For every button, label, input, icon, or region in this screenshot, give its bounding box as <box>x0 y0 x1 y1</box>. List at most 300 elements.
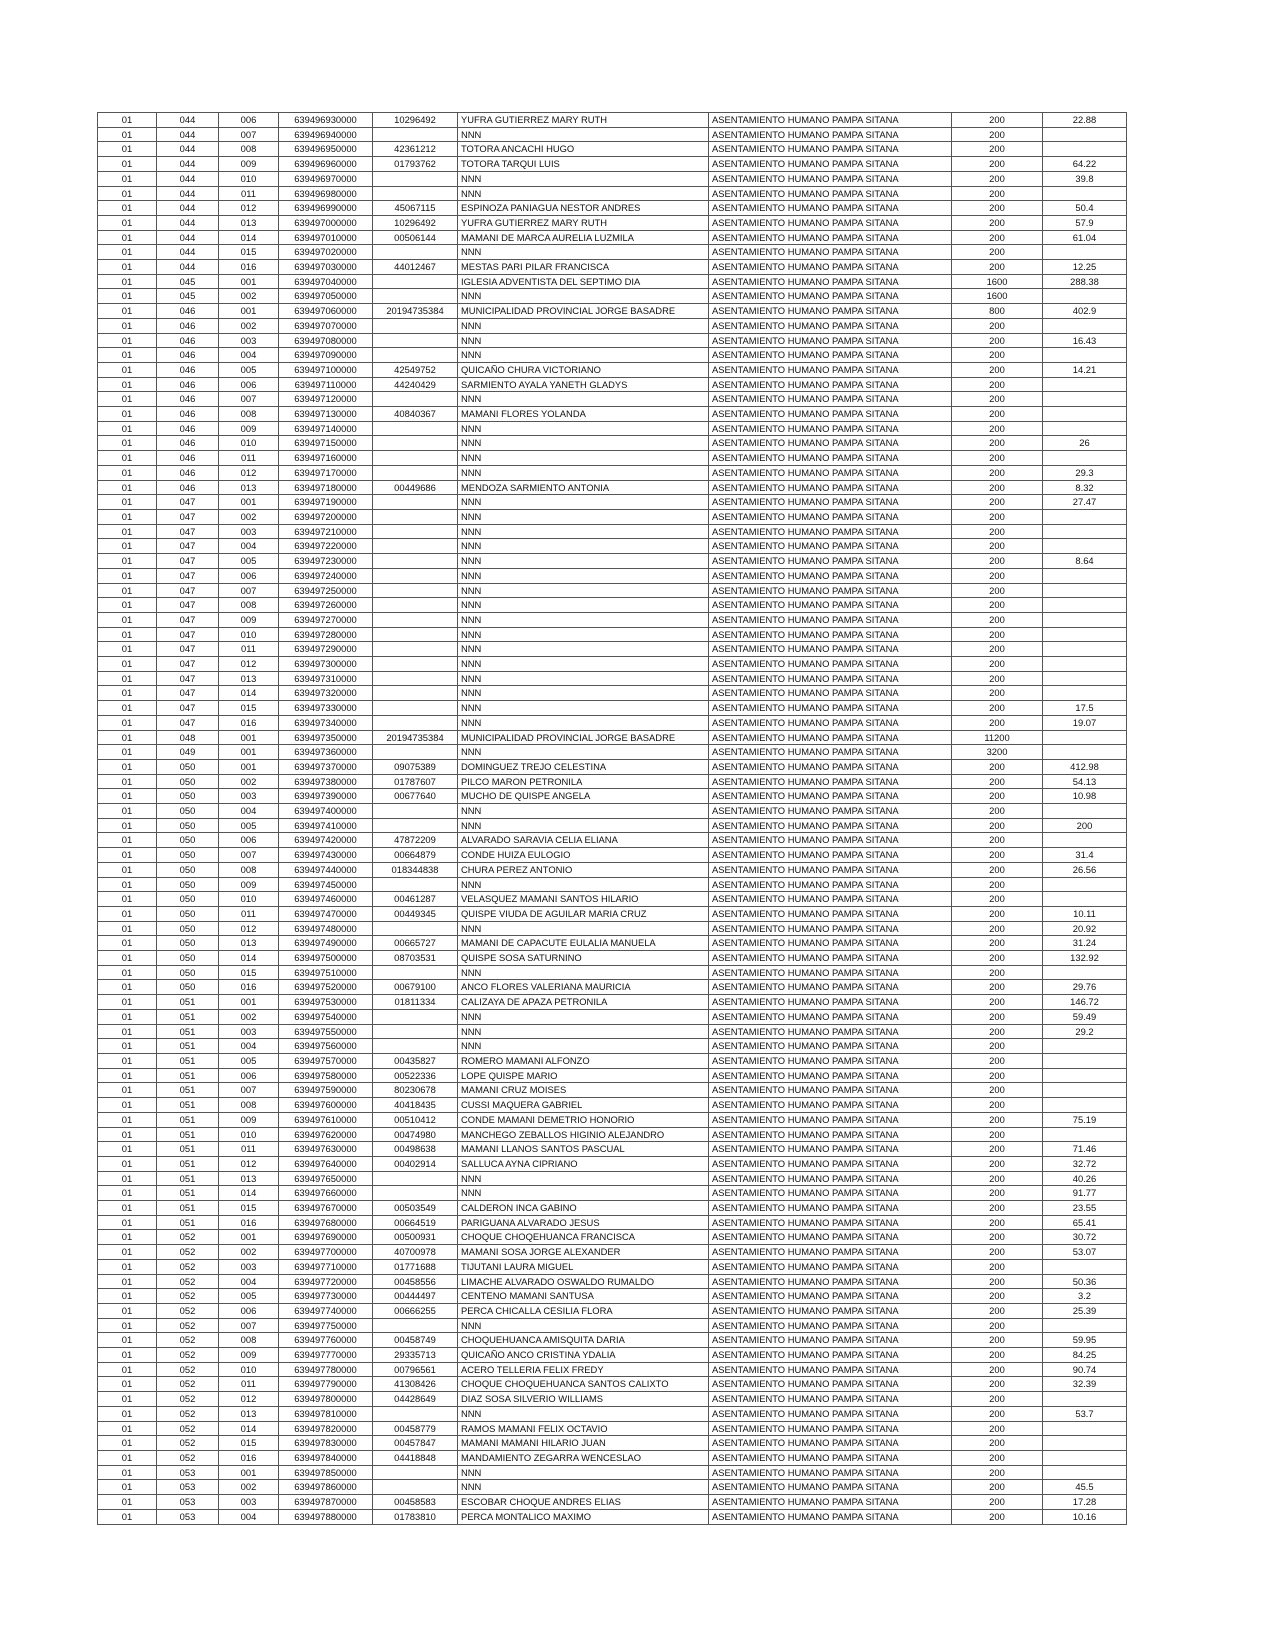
lote-cell: 009 <box>219 1348 279 1363</box>
area-cell: 200 <box>952 1289 1043 1304</box>
owner-name-cell: NNN <box>458 392 709 407</box>
value-cell <box>1043 671 1127 686</box>
manzana-cell: 052 <box>157 1392 219 1407</box>
table-row <box>98 304 1127 319</box>
table-row <box>98 1142 1127 1157</box>
manzana-cell: 047 <box>157 495 219 510</box>
area-cell: 200 <box>952 1348 1043 1363</box>
owner-name-cell: NNN <box>458 509 709 524</box>
document-cell: 01811334 <box>373 995 458 1010</box>
table-row <box>98 1230 1127 1245</box>
area-cell: 200 <box>952 980 1043 995</box>
lote-cell: 010 <box>219 436 279 451</box>
manzana-cell: 050 <box>157 804 219 819</box>
lote-cell: 015 <box>219 701 279 716</box>
document-cell <box>373 568 458 583</box>
document-cell: 00458779 <box>373 1421 458 1436</box>
manzana-cell: 050 <box>157 862 219 877</box>
area-cell: 200 <box>952 906 1043 921</box>
location-cell: ASENTAMIENTO HUMANO PAMPA SITANA <box>709 274 952 289</box>
table-row <box>98 1039 1127 1054</box>
table-row <box>98 539 1127 554</box>
sector-cell: 01 <box>98 348 157 363</box>
document-cell <box>373 524 458 539</box>
sector-cell: 01 <box>98 539 157 554</box>
area-cell: 200 <box>952 436 1043 451</box>
lote-cell: 014 <box>219 230 279 245</box>
table-row <box>98 774 1127 789</box>
document-cell: 44240429 <box>373 377 458 392</box>
table-row <box>98 568 1127 583</box>
value-cell <box>1043 1450 1127 1465</box>
table-row <box>98 436 1127 451</box>
lote-cell: 006 <box>219 833 279 848</box>
manzana-cell: 050 <box>157 774 219 789</box>
manzana-cell: 050 <box>157 848 219 863</box>
sector-cell: 01 <box>98 951 157 966</box>
sector-cell: 01 <box>98 1098 157 1113</box>
table-row <box>98 289 1127 304</box>
lote-cell: 011 <box>219 186 279 201</box>
value-cell <box>1043 1098 1127 1113</box>
sector-cell: 01 <box>98 1465 157 1480</box>
manzana-cell: 050 <box>157 951 219 966</box>
value-cell: 30.72 <box>1043 1230 1127 1245</box>
manzana-cell: 046 <box>157 304 219 319</box>
sector-cell: 01 <box>98 304 157 319</box>
sector-cell: 01 <box>98 1333 157 1348</box>
location-cell: ASENTAMIENTO HUMANO PAMPA SITANA <box>709 1318 952 1333</box>
lote-cell: 012 <box>219 465 279 480</box>
location-cell: ASENTAMIENTO HUMANO PAMPA SITANA <box>709 833 952 848</box>
location-cell: ASENTAMIENTO HUMANO PAMPA SITANA <box>709 701 952 716</box>
table-row <box>98 1009 1127 1024</box>
location-cell: ASENTAMIENTO HUMANO PAMPA SITANA <box>709 113 952 128</box>
code-cell: 639497430000 <box>279 848 373 863</box>
sector-cell: 01 <box>98 392 157 407</box>
area-cell: 200 <box>952 215 1043 230</box>
manzana-cell: 051 <box>157 995 219 1010</box>
code-cell: 639497350000 <box>279 730 373 745</box>
value-cell: 29.2 <box>1043 1024 1127 1039</box>
document-cell <box>373 274 458 289</box>
location-cell: ASENTAMIENTO HUMANO PAMPA SITANA <box>709 1333 952 1348</box>
code-cell: 639497580000 <box>279 1068 373 1083</box>
code-cell: 639497700000 <box>279 1245 373 1260</box>
area-cell: 200 <box>952 1112 1043 1127</box>
owner-name-cell: NNN <box>458 965 709 980</box>
location-cell: ASENTAMIENTO HUMANO PAMPA SITANA <box>709 127 952 142</box>
manzana-cell: 046 <box>157 362 219 377</box>
table-row <box>98 877 1127 892</box>
value-cell: 27.47 <box>1043 495 1127 510</box>
manzana-cell: 050 <box>157 965 219 980</box>
owner-name-cell: NNN <box>458 715 709 730</box>
area-cell: 200 <box>952 848 1043 863</box>
owner-name-cell: CALDERON INCA GABINO <box>458 1201 709 1216</box>
lote-cell: 001 <box>219 1465 279 1480</box>
table-row <box>98 1068 1127 1083</box>
owner-name-cell: NNN <box>458 554 709 569</box>
area-cell: 200 <box>952 921 1043 936</box>
owner-name-cell: LIMACHE ALVARADO OSWALDO RUMALDO <box>458 1274 709 1289</box>
table-row <box>98 1098 1127 1113</box>
lote-cell: 015 <box>219 965 279 980</box>
lote-cell: 011 <box>219 906 279 921</box>
code-cell: 639497590000 <box>279 1083 373 1098</box>
location-cell: ASENTAMIENTO HUMANO PAMPA SITANA <box>709 362 952 377</box>
sector-cell: 01 <box>98 186 157 201</box>
value-cell: 26.56 <box>1043 862 1127 877</box>
location-cell: ASENTAMIENTO HUMANO PAMPA SITANA <box>709 554 952 569</box>
location-cell: ASENTAMIENTO HUMANO PAMPA SITANA <box>709 921 952 936</box>
owner-name-cell: NNN <box>458 583 709 598</box>
value-cell <box>1043 1068 1127 1083</box>
lote-cell: 010 <box>219 1127 279 1142</box>
owner-name-cell: NNN <box>458 245 709 260</box>
document-cell <box>373 657 458 672</box>
sector-cell: 01 <box>98 1318 157 1333</box>
location-cell: ASENTAMIENTO HUMANO PAMPA SITANA <box>709 260 952 275</box>
location-cell: ASENTAMIENTO HUMANO PAMPA SITANA <box>709 995 952 1010</box>
area-cell: 200 <box>952 260 1043 275</box>
value-cell: 10.16 <box>1043 1509 1127 1524</box>
code-cell: 639497530000 <box>279 995 373 1010</box>
document-cell <box>373 539 458 554</box>
area-cell: 200 <box>952 1245 1043 1260</box>
area-cell: 200 <box>952 789 1043 804</box>
value-cell: 90.74 <box>1043 1362 1127 1377</box>
document-cell: 47872209 <box>373 833 458 848</box>
manzana-cell: 044 <box>157 127 219 142</box>
owner-name-cell: NNN <box>458 495 709 510</box>
sector-cell: 01 <box>98 377 157 392</box>
location-cell: ASENTAMIENTO HUMANO PAMPA SITANA <box>709 348 952 363</box>
area-cell: 200 <box>952 701 1043 716</box>
area-cell: 200 <box>952 362 1043 377</box>
document-cell: 40700978 <box>373 1245 458 1260</box>
table-row <box>98 421 1127 436</box>
value-cell <box>1043 509 1127 524</box>
location-cell: ASENTAMIENTO HUMANO PAMPA SITANA <box>709 201 952 216</box>
owner-name-cell: NNN <box>458 612 709 627</box>
owner-name-cell: MAMANI CRUZ MOISES <box>458 1083 709 1098</box>
location-cell: ASENTAMIENTO HUMANO PAMPA SITANA <box>709 1436 952 1451</box>
value-cell: 29.76 <box>1043 980 1127 995</box>
sector-cell: 01 <box>98 1303 157 1318</box>
value-cell: 26 <box>1043 436 1127 451</box>
owner-name-cell: TIJUTANI LAURA MIGUEL <box>458 1259 709 1274</box>
code-cell: 639497810000 <box>279 1406 373 1421</box>
owner-name-cell: YUFRA GUTIERREZ MARY RUTH <box>458 113 709 128</box>
area-cell: 200 <box>952 1024 1043 1039</box>
area-cell: 200 <box>952 509 1043 524</box>
document-cell: 00500931 <box>373 1230 458 1245</box>
area-cell: 200 <box>952 1392 1043 1407</box>
document-cell: 00677640 <box>373 789 458 804</box>
table-row <box>98 995 1127 1010</box>
sector-cell: 01 <box>98 583 157 598</box>
code-cell: 639497150000 <box>279 436 373 451</box>
owner-name-cell: ALVARADO SARAVIA CELIA ELIANA <box>458 833 709 848</box>
lote-cell: 016 <box>219 1215 279 1230</box>
owner-name-cell: ESCOBAR CHOQUE ANDRES ELIAS <box>458 1495 709 1510</box>
location-cell: ASENTAMIENTO HUMANO PAMPA SITANA <box>709 612 952 627</box>
area-cell: 200 <box>952 539 1043 554</box>
code-cell: 639497800000 <box>279 1392 373 1407</box>
table-row <box>98 1333 1127 1348</box>
sector-cell: 01 <box>98 495 157 510</box>
owner-name-cell: YUFRA GUTIERREZ MARY RUTH <box>458 215 709 230</box>
lote-cell: 016 <box>219 260 279 275</box>
code-cell: 639497230000 <box>279 554 373 569</box>
location-cell: ASENTAMIENTO HUMANO PAMPA SITANA <box>709 583 952 598</box>
area-cell: 200 <box>952 1230 1043 1245</box>
manzana-cell: 044 <box>157 230 219 245</box>
lote-cell: 016 <box>219 1450 279 1465</box>
code-cell: 639497080000 <box>279 333 373 348</box>
location-cell: ASENTAMIENTO HUMANO PAMPA SITANA <box>709 421 952 436</box>
code-cell: 639497720000 <box>279 1274 373 1289</box>
value-cell <box>1043 598 1127 613</box>
area-cell: 200 <box>952 759 1043 774</box>
document-cell: 10296492 <box>373 113 458 128</box>
code-cell: 639497000000 <box>279 215 373 230</box>
location-cell: ASENTAMIENTO HUMANO PAMPA SITANA <box>709 1245 952 1260</box>
document-cell <box>373 333 458 348</box>
sector-cell: 01 <box>98 554 157 569</box>
code-cell: 639496930000 <box>279 113 373 128</box>
location-cell: ASENTAMIENTO HUMANO PAMPA SITANA <box>709 1054 952 1069</box>
lote-cell: 002 <box>219 509 279 524</box>
value-cell: 3.2 <box>1043 1289 1127 1304</box>
table-row <box>98 1348 1127 1363</box>
table-row <box>98 789 1127 804</box>
owner-name-cell: MAMANI MAMANI HILARIO JUAN <box>458 1436 709 1451</box>
lote-cell: 008 <box>219 1333 279 1348</box>
sector-cell: 01 <box>98 1054 157 1069</box>
manzana-cell: 052 <box>157 1333 219 1348</box>
sector-cell: 01 <box>98 627 157 642</box>
value-cell <box>1043 1436 1127 1451</box>
area-cell: 200 <box>952 1068 1043 1083</box>
area-cell: 200 <box>952 495 1043 510</box>
value-cell: 50.4 <box>1043 201 1127 216</box>
table-row <box>98 1509 1127 1524</box>
lote-cell: 001 <box>219 759 279 774</box>
sector-cell: 01 <box>98 407 157 422</box>
area-cell: 200 <box>952 627 1043 642</box>
table-row <box>98 318 1127 333</box>
value-cell: 50.36 <box>1043 1274 1127 1289</box>
value-cell: 91.77 <box>1043 1186 1127 1201</box>
value-cell: 39.8 <box>1043 171 1127 186</box>
code-cell: 639497860000 <box>279 1480 373 1495</box>
lote-cell: 014 <box>219 686 279 701</box>
manzana-cell: 047 <box>157 657 219 672</box>
manzana-cell: 052 <box>157 1348 219 1363</box>
document-cell <box>373 436 458 451</box>
code-cell: 639497220000 <box>279 539 373 554</box>
sector-cell: 01 <box>98 612 157 627</box>
document-cell: 40418435 <box>373 1098 458 1113</box>
manzana-cell: 047 <box>157 671 219 686</box>
code-cell: 639497870000 <box>279 1495 373 1510</box>
value-cell: 8.32 <box>1043 480 1127 495</box>
lote-cell: 010 <box>219 1362 279 1377</box>
manzana-cell: 046 <box>157 348 219 363</box>
lote-cell: 006 <box>219 377 279 392</box>
owner-name-cell: SALLUCA AYNA CIPRIANO <box>458 1156 709 1171</box>
area-cell: 200 <box>952 657 1043 672</box>
value-cell <box>1043 127 1127 142</box>
document-cell <box>373 171 458 186</box>
code-cell: 639497370000 <box>279 759 373 774</box>
sector-cell: 01 <box>98 701 157 716</box>
code-cell: 639497120000 <box>279 392 373 407</box>
sector-cell: 01 <box>98 362 157 377</box>
manzana-cell: 051 <box>157 1215 219 1230</box>
table-row <box>98 113 1127 128</box>
code-cell: 639497030000 <box>279 260 373 275</box>
value-cell: 53.7 <box>1043 1406 1127 1421</box>
owner-name-cell: NNN <box>458 921 709 936</box>
location-cell: ASENTAMIENTO HUMANO PAMPA SITANA <box>709 1377 952 1392</box>
lote-cell: 005 <box>219 818 279 833</box>
manzana-cell: 052 <box>157 1377 219 1392</box>
lote-cell: 016 <box>219 715 279 730</box>
manzana-cell: 047 <box>157 598 219 613</box>
code-cell: 639497730000 <box>279 1289 373 1304</box>
owner-name-cell: CHOQUE CHOQEHUANCA FRANCISCA <box>458 1230 709 1245</box>
sector-cell: 01 <box>98 289 157 304</box>
manzana-cell: 051 <box>157 1083 219 1098</box>
document-cell <box>373 421 458 436</box>
code-cell: 639496970000 <box>279 171 373 186</box>
area-cell: 800 <box>952 304 1043 319</box>
manzana-cell: 050 <box>157 759 219 774</box>
sector-cell: 01 <box>98 333 157 348</box>
sector-cell: 01 <box>98 1201 157 1216</box>
owner-name-cell: NNN <box>458 701 709 716</box>
manzana-cell: 048 <box>157 730 219 745</box>
owner-name-cell: PILCO MARON PETRONILA <box>458 774 709 789</box>
table-row <box>98 642 1127 657</box>
location-cell: ASENTAMIENTO HUMANO PAMPA SITANA <box>709 980 952 995</box>
area-cell: 200 <box>952 877 1043 892</box>
value-cell <box>1043 1083 1127 1098</box>
document-cell <box>373 1186 458 1201</box>
lote-cell: 007 <box>219 583 279 598</box>
table-row <box>98 833 1127 848</box>
manzana-cell: 050 <box>157 906 219 921</box>
document-cell <box>373 554 458 569</box>
lote-cell: 013 <box>219 480 279 495</box>
manzana-cell: 044 <box>157 201 219 216</box>
value-cell <box>1043 657 1127 672</box>
lote-cell: 015 <box>219 1201 279 1216</box>
sector-cell: 01 <box>98 1230 157 1245</box>
table-row <box>98 598 1127 613</box>
lote-cell: 008 <box>219 407 279 422</box>
owner-name-cell: MENDOZA SARMIENTO ANTONIA <box>458 480 709 495</box>
value-cell: 20.92 <box>1043 921 1127 936</box>
table-row <box>98 686 1127 701</box>
manzana-cell: 052 <box>157 1450 219 1465</box>
value-cell <box>1043 612 1127 627</box>
location-cell: ASENTAMIENTO HUMANO PAMPA SITANA <box>709 1098 952 1113</box>
value-cell <box>1043 1127 1127 1142</box>
manzana-cell: 047 <box>157 701 219 716</box>
sector-cell: 01 <box>98 1112 157 1127</box>
sector-cell: 01 <box>98 906 157 921</box>
owner-name-cell: ANCO FLORES VALERIANA MAURICIA <box>458 980 709 995</box>
manzana-cell: 047 <box>157 642 219 657</box>
code-cell: 639497310000 <box>279 671 373 686</box>
location-cell: ASENTAMIENTO HUMANO PAMPA SITANA <box>709 1068 952 1083</box>
sector-cell: 01 <box>98 142 157 157</box>
owner-name-cell: NNN <box>458 436 709 451</box>
document-cell <box>373 804 458 819</box>
code-cell: 639497620000 <box>279 1127 373 1142</box>
code-cell: 639497050000 <box>279 289 373 304</box>
owner-name-cell: NNN <box>458 465 709 480</box>
manzana-cell: 051 <box>157 1156 219 1171</box>
table-row <box>98 759 1127 774</box>
sector-cell: 01 <box>98 451 157 466</box>
table-row <box>98 745 1127 760</box>
code-cell: 639497670000 <box>279 1201 373 1216</box>
value-cell <box>1043 289 1127 304</box>
owner-name-cell: NNN <box>458 451 709 466</box>
code-cell: 639497330000 <box>279 701 373 716</box>
code-cell: 639496960000 <box>279 157 373 172</box>
code-cell: 639497790000 <box>279 1377 373 1392</box>
sector-cell: 01 <box>98 1127 157 1142</box>
value-cell <box>1043 804 1127 819</box>
manzana-cell: 051 <box>157 1039 219 1054</box>
table-row <box>98 480 1127 495</box>
table-row <box>98 377 1127 392</box>
lote-cell: 006 <box>219 113 279 128</box>
sector-cell: 01 <box>98 1406 157 1421</box>
location-cell: ASENTAMIENTO HUMANO PAMPA SITANA <box>709 1039 952 1054</box>
area-cell: 200 <box>952 201 1043 216</box>
document-cell: 00522336 <box>373 1068 458 1083</box>
value-cell <box>1043 1392 1127 1407</box>
table-row <box>98 1318 1127 1333</box>
owner-name-cell: MAMANI DE CAPACUTE EULALIA MANUELA <box>458 936 709 951</box>
lote-cell: 006 <box>219 568 279 583</box>
document-cell: 00458583 <box>373 1495 458 1510</box>
sector-cell: 01 <box>98 157 157 172</box>
value-cell: 54.13 <box>1043 774 1127 789</box>
code-cell: 639497420000 <box>279 833 373 848</box>
value-cell: 31.24 <box>1043 936 1127 951</box>
manzana-cell: 053 <box>157 1480 219 1495</box>
sector-cell: 01 <box>98 1215 157 1230</box>
location-cell: ASENTAMIENTO HUMANO PAMPA SITANA <box>709 1450 952 1465</box>
table-row <box>98 201 1127 216</box>
sector-cell: 01 <box>98 436 157 451</box>
area-cell: 200 <box>952 451 1043 466</box>
area-cell: 200 <box>952 1098 1043 1113</box>
area-cell: 200 <box>952 421 1043 436</box>
document-cell: 00457847 <box>373 1436 458 1451</box>
code-cell: 639496950000 <box>279 142 373 157</box>
value-cell: 14.21 <box>1043 362 1127 377</box>
code-cell: 639497510000 <box>279 965 373 980</box>
